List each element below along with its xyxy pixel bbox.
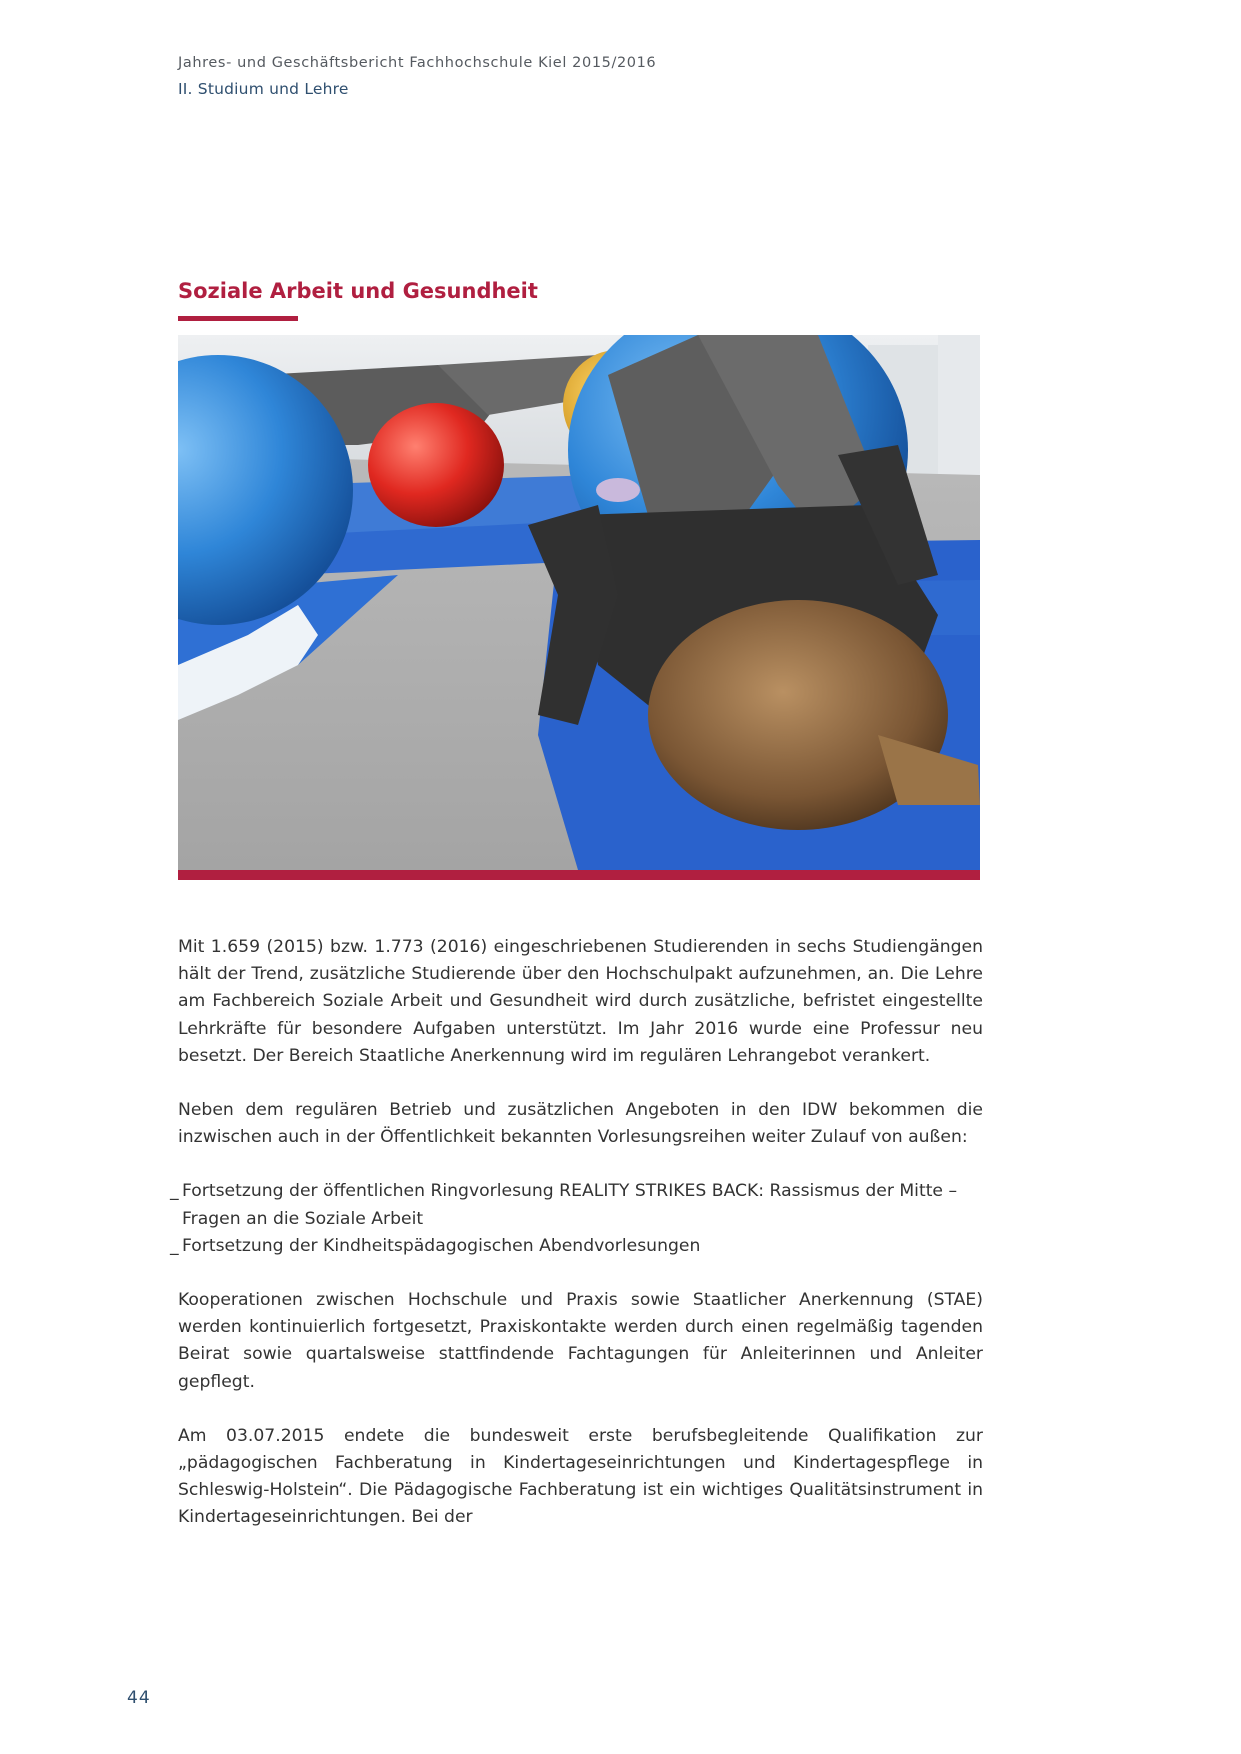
page-number: 44: [127, 1688, 151, 1708]
photo-image: [178, 335, 980, 870]
list-item-text: Fortsetzung der öffentlichen Ringvorlesung REALITY STRIKES BACK: Rassismus der Mitte – Fragen an die Soziale Arbeit: [182, 1181, 958, 1229]
paragraph: Kooperationen zwischen Hochschule und Praxis sowie Staatlicher Anerkennung (STAE) werden kontinuierlich fortgesetzt, Praxiskontakte werden durch einen regelmäßig tagenden Beirat sowie quartalsweise stattfindende Fachtagungen für Anleiterinnen und Anleiter gepflegt.: [178, 1290, 983, 1392]
photo-underline: [178, 870, 980, 880]
bullet-list: [170, 1178, 983, 1260]
bullet-marker: _: [170, 1181, 179, 1202]
bullet-marker: _: [170, 1235, 179, 1256]
running-title: Jahres- und Geschäftsbericht Fachhochschule Kiel 2015/2016: [178, 55, 657, 71]
paragraph: Mit 1.659 (2015) bzw. 1.773 (2016) eingeschriebenen Studierenden in sechs Studiengängen hält der Trend, zusätzliche Studierende über den Hochschulpakt aufzunehmen, an. Die Lehre am Fachbereich Soziale Arbeit und Gesundheit wird durch zusätzliche, befristet eingestellte Lehrkräfte für besondere Aufgaben unterstützt. Im Jahr 2016 wurde eine Professur neu besetzt. Der Bereich Staatliche Anerkennung wird im regulären Lehrangebot verankert.: [178, 937, 983, 1066]
heading-underline: [178, 316, 298, 321]
list-item: [170, 1233, 983, 1260]
running-head: [178, 54, 656, 99]
list-item: [170, 1178, 983, 1232]
paragraph: Neben dem regulären Betrieb und zusätzlichen Angeboten in den IDW bekommen die inzwischen auch in der Öffentlichkeit bekannten Vorlesungsreihen weiter Zulauf von außen:: [178, 1100, 983, 1148]
list-item-text: Fortsetzung der Kindheitspädagogischen Abendvorlesungen: [182, 1235, 701, 1256]
page-heading: Soziale Arbeit und Gesundheit: [178, 279, 538, 303]
paragraph: Am 03.07.2015 endete die bundesweit erste berufsbegleitende Qualifikation zur „pädagogischen Fachberatung in Kindertageseinrichtungen und Kindertagespflege in Schleswig-Holstein“. Die Pädagogische Fachberatung ist ein wichtiges Qualitätsinstrument in Kindertageseinrichtungen. Bei der: [178, 1425, 983, 1528]
photo-illustration: [178, 335, 980, 870]
section-title: II. Studium und Lehre: [178, 79, 349, 98]
body-text: [170, 934, 983, 1559]
